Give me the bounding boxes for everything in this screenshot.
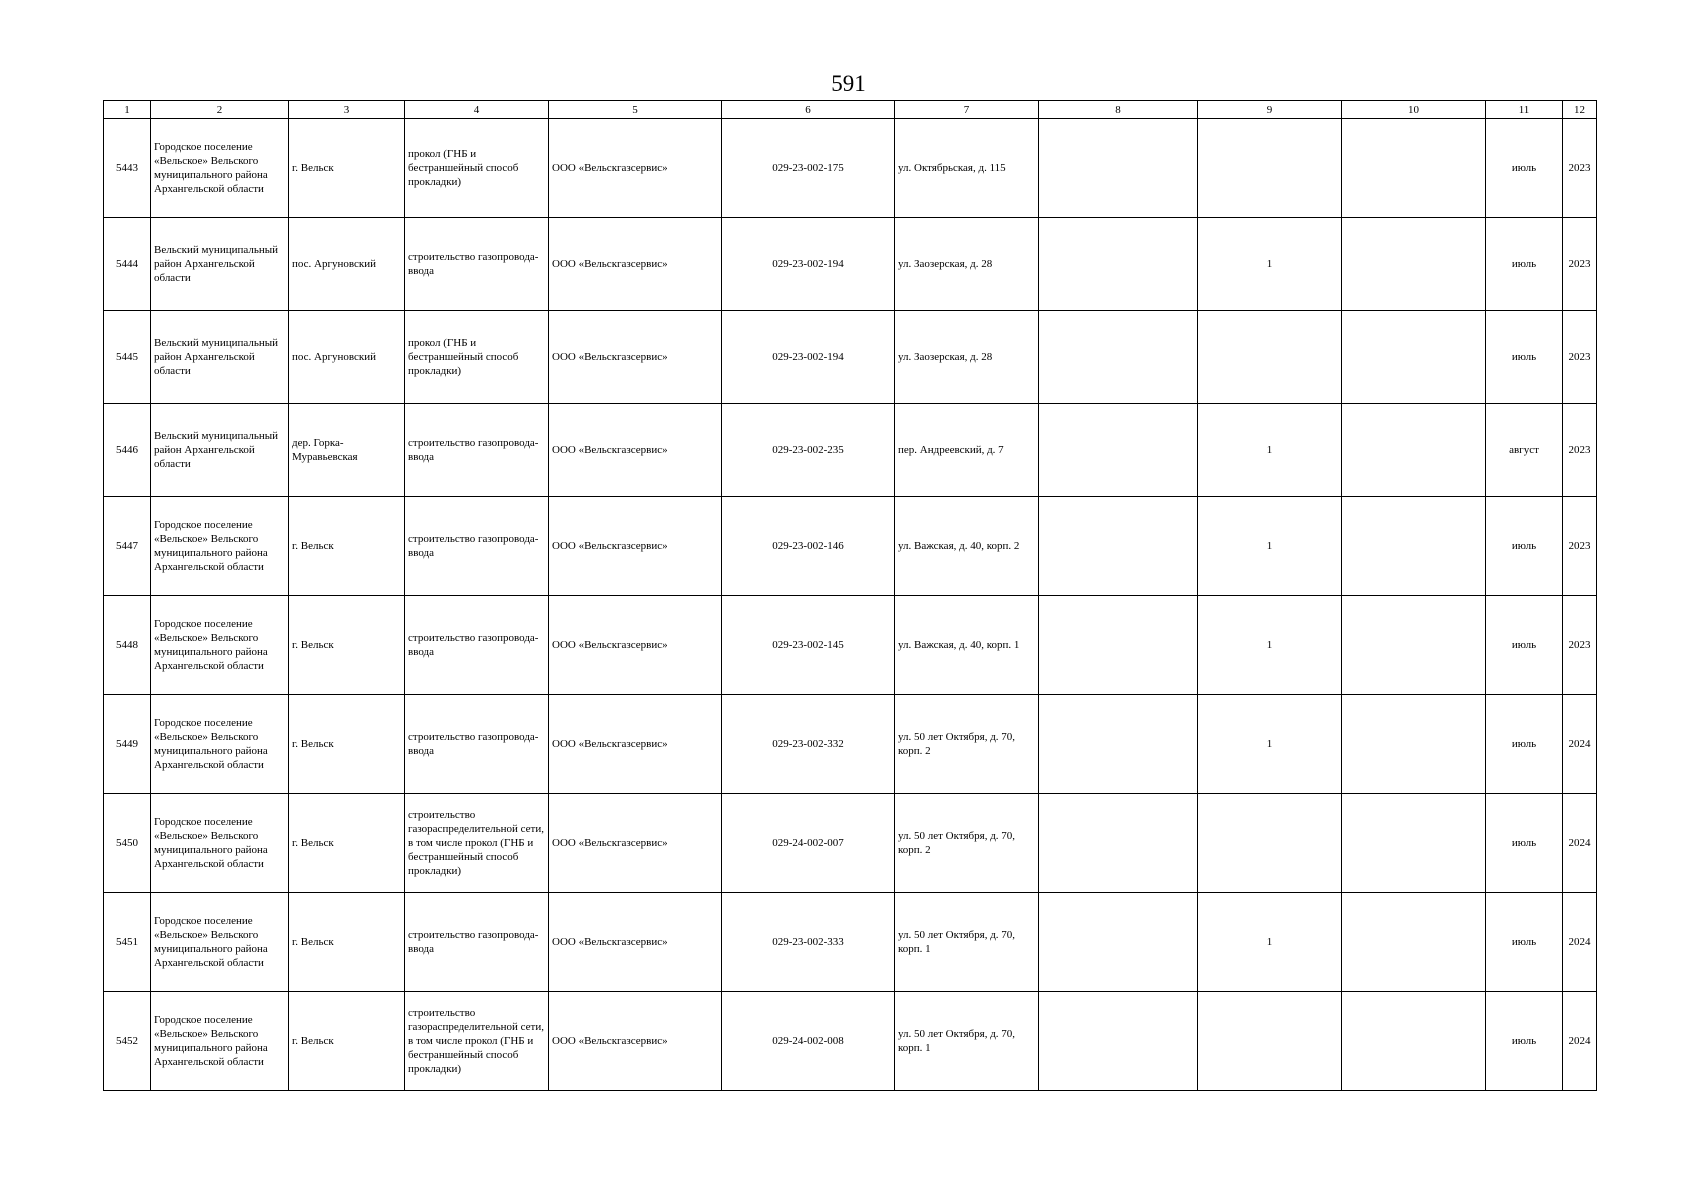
year-cell: 2023 xyxy=(1563,596,1597,695)
municipality-cell: Городское поселение «Вельское» Вельского муниципального района Архангельской области xyxy=(151,794,289,893)
table-row xyxy=(104,218,1597,311)
year-cell: 2023 xyxy=(1563,311,1597,404)
work-type-cell: прокол (ГНБ и бестраншейный способ прокладки) xyxy=(405,311,549,404)
object-code-cell: 029-23-002-333 xyxy=(722,893,895,992)
column-10-cell xyxy=(1342,695,1486,794)
object-code-cell: 029-24-002-007 xyxy=(722,794,895,893)
settlement-cell: г. Вельск xyxy=(289,893,405,992)
column-10-cell xyxy=(1342,794,1486,893)
address-cell: ул. 50 лет Октября, д. 70, корп. 1 xyxy=(895,992,1039,1091)
column-10-cell xyxy=(1342,992,1486,1091)
settlement-cell: г. Вельск xyxy=(289,497,405,596)
municipality-cell: Городское поселение «Вельское» Вельского муниципального района Архангельской области xyxy=(151,119,289,218)
organization-cell: ООО «Вельскгазсервис» xyxy=(549,992,722,1091)
address-cell: ул. Октябрьская, д. 115 xyxy=(895,119,1039,218)
municipality-cell: Вельский муниципальный район Архангельской области xyxy=(151,404,289,497)
column-number-7: 7 xyxy=(895,101,1039,119)
column-9-cell: 1 xyxy=(1198,596,1342,695)
organization-cell: ООО «Вельскгазсервис» xyxy=(549,497,722,596)
column-10-cell xyxy=(1342,404,1486,497)
work-type-cell: строительство газопровода-ввода xyxy=(405,695,549,794)
row-number-cell: 5449 xyxy=(104,695,151,794)
work-type-cell: строительство газопровода-ввода xyxy=(405,893,549,992)
column-9-cell xyxy=(1198,119,1342,218)
address-cell: ул. 50 лет Октября, д. 70, корп. 2 xyxy=(895,794,1039,893)
year-cell: 2023 xyxy=(1563,404,1597,497)
table-row xyxy=(104,404,1597,497)
organization-cell: ООО «Вельскгазсервис» xyxy=(549,404,722,497)
settlement-cell: г. Вельск xyxy=(289,119,405,218)
column-number-8: 8 xyxy=(1039,101,1198,119)
address-cell: ул. Заозерская, д. 28 xyxy=(895,311,1039,404)
column-9-cell: 1 xyxy=(1198,497,1342,596)
month-cell: июль xyxy=(1486,992,1563,1091)
settlement-cell: г. Вельск xyxy=(289,695,405,794)
organization-cell: ООО «Вельскгазсервис» xyxy=(549,695,722,794)
column-9-cell xyxy=(1198,992,1342,1091)
column-8-cell xyxy=(1039,404,1198,497)
month-cell: август xyxy=(1486,404,1563,497)
organization-cell: ООО «Вельскгазсервис» xyxy=(549,893,722,992)
object-code-cell: 029-23-002-145 xyxy=(722,596,895,695)
year-cell: 2024 xyxy=(1563,893,1597,992)
column-10-cell xyxy=(1342,893,1486,992)
settlement-cell: пос. Аргуновский xyxy=(289,311,405,404)
row-number-cell: 5447 xyxy=(104,497,151,596)
column-number-1: 1 xyxy=(104,101,151,119)
row-number-cell: 5445 xyxy=(104,311,151,404)
work-type-cell: строительство газопровода-ввода xyxy=(405,497,549,596)
object-code-cell: 029-23-002-175 xyxy=(722,119,895,218)
work-type-cell: строительство газораспределительной сети, в том числе прокол (ГНБ и бестраншейный способ прокладки) xyxy=(405,992,549,1091)
month-cell: июль xyxy=(1486,497,1563,596)
column-8-cell xyxy=(1039,497,1198,596)
row-number-cell: 5444 xyxy=(104,218,151,311)
column-number-2: 2 xyxy=(151,101,289,119)
municipality-cell: Вельский муниципальный район Архангельской области xyxy=(151,218,289,311)
table-row xyxy=(104,119,1597,218)
column-number-5: 5 xyxy=(549,101,722,119)
column-9-cell: 1 xyxy=(1198,893,1342,992)
row-number-cell: 5443 xyxy=(104,119,151,218)
month-cell: июль xyxy=(1486,311,1563,404)
municipality-cell: Вельский муниципальный район Архангельской области xyxy=(151,311,289,404)
row-number-cell: 5451 xyxy=(104,893,151,992)
organization-cell: ООО «Вельскгазсервис» xyxy=(549,119,722,218)
address-cell: ул. Важская, д. 40, корп. 1 xyxy=(895,596,1039,695)
work-type-cell: строительство газопровода-ввода xyxy=(405,596,549,695)
organization-cell: ООО «Вельскгазсервис» xyxy=(549,596,722,695)
year-cell: 2023 xyxy=(1563,218,1597,311)
column-10-cell xyxy=(1342,119,1486,218)
column-number-12: 12 xyxy=(1563,101,1597,119)
data-table xyxy=(103,100,1597,1091)
year-cell: 2023 xyxy=(1563,497,1597,596)
object-code-cell: 029-23-002-194 xyxy=(722,311,895,404)
column-10-cell xyxy=(1342,218,1486,311)
object-code-cell: 029-23-002-235 xyxy=(722,404,895,497)
address-cell: ул. 50 лет Октября, д. 70, корп. 2 xyxy=(895,695,1039,794)
column-8-cell xyxy=(1039,992,1198,1091)
column-8-cell xyxy=(1039,311,1198,404)
municipality-cell: Городское поселение «Вельское» Вельского муниципального района Архангельской области xyxy=(151,497,289,596)
column-9-cell: 1 xyxy=(1198,695,1342,794)
column-8-cell xyxy=(1039,119,1198,218)
table-row xyxy=(104,311,1597,404)
settlement-cell: г. Вельск xyxy=(289,992,405,1091)
column-8-cell xyxy=(1039,218,1198,311)
row-number-cell: 5448 xyxy=(104,596,151,695)
column-9-cell xyxy=(1198,311,1342,404)
organization-cell: ООО «Вельскгазсервис» xyxy=(549,218,722,311)
object-code-cell: 029-23-002-194 xyxy=(722,218,895,311)
address-cell: ул. 50 лет Октября, д. 70, корп. 1 xyxy=(895,893,1039,992)
column-8-cell xyxy=(1039,596,1198,695)
work-type-cell: строительство газопровода-ввода xyxy=(405,218,549,311)
table-row xyxy=(104,893,1597,992)
column-number-10: 10 xyxy=(1342,101,1486,119)
work-type-cell: строительство газопровода-ввода xyxy=(405,404,549,497)
column-number-3: 3 xyxy=(289,101,405,119)
table-row xyxy=(104,497,1597,596)
month-cell: июль xyxy=(1486,119,1563,218)
work-type-cell: строительство газораспределительной сети, в том числе прокол (ГНБ и бестраншейный способ прокладки) xyxy=(405,794,549,893)
column-number-11: 11 xyxy=(1486,101,1563,119)
column-number-6: 6 xyxy=(722,101,895,119)
column-8-cell xyxy=(1039,695,1198,794)
address-cell: ул. Заозерская, д. 28 xyxy=(895,218,1039,311)
page-number: 591 xyxy=(831,71,866,96)
object-code-cell: 029-23-002-146 xyxy=(722,497,895,596)
column-10-cell xyxy=(1342,596,1486,695)
address-cell: ул. Важская, д. 40, корп. 2 xyxy=(895,497,1039,596)
row-number-cell: 5452 xyxy=(104,992,151,1091)
column-number-row xyxy=(104,101,1597,119)
column-10-cell xyxy=(1342,497,1486,596)
organization-cell: ООО «Вельскгазсервис» xyxy=(549,794,722,893)
year-cell: 2023 xyxy=(1563,119,1597,218)
settlement-cell: пос. Аргуновский xyxy=(289,218,405,311)
column-9-cell: 1 xyxy=(1198,404,1342,497)
month-cell: июль xyxy=(1486,794,1563,893)
municipality-cell: Городское поселение «Вельское» Вельского муниципального района Архангельской области xyxy=(151,695,289,794)
column-8-cell xyxy=(1039,794,1198,893)
address-cell: пер. Андреевский, д. 7 xyxy=(895,404,1039,497)
column-10-cell xyxy=(1342,311,1486,404)
table-row xyxy=(104,992,1597,1091)
row-number-cell: 5446 xyxy=(104,404,151,497)
settlement-cell: г. Вельск xyxy=(289,794,405,893)
table-row xyxy=(104,695,1597,794)
table-body xyxy=(104,119,1597,1091)
settlement-cell: дер. Горка-Муравьевская xyxy=(289,404,405,497)
year-cell: 2024 xyxy=(1563,695,1597,794)
year-cell: 2024 xyxy=(1563,992,1597,1091)
column-number-9: 9 xyxy=(1198,101,1342,119)
column-9-cell: 1 xyxy=(1198,218,1342,311)
settlement-cell: г. Вельск xyxy=(289,596,405,695)
table-row xyxy=(104,596,1597,695)
year-cell: 2024 xyxy=(1563,794,1597,893)
column-8-cell xyxy=(1039,893,1198,992)
column-number-4: 4 xyxy=(405,101,549,119)
month-cell: июль xyxy=(1486,893,1563,992)
object-code-cell: 029-23-002-332 xyxy=(722,695,895,794)
municipality-cell: Городское поселение «Вельское» Вельского муниципального района Архангельской области xyxy=(151,596,289,695)
month-cell: июль xyxy=(1486,695,1563,794)
month-cell: июль xyxy=(1486,218,1563,311)
month-cell: июль xyxy=(1486,596,1563,695)
organization-cell: ООО «Вельскгазсервис» xyxy=(549,311,722,404)
column-9-cell xyxy=(1198,794,1342,893)
municipality-cell: Городское поселение «Вельское» Вельского муниципального района Архангельской области xyxy=(151,992,289,1091)
table-row xyxy=(104,794,1597,893)
row-number-cell: 5450 xyxy=(104,794,151,893)
object-code-cell: 029-24-002-008 xyxy=(722,992,895,1091)
municipality-cell: Городское поселение «Вельское» Вельского муниципального района Архангельской области xyxy=(151,893,289,992)
work-type-cell: прокол (ГНБ и бестраншейный способ прокладки) xyxy=(405,119,549,218)
